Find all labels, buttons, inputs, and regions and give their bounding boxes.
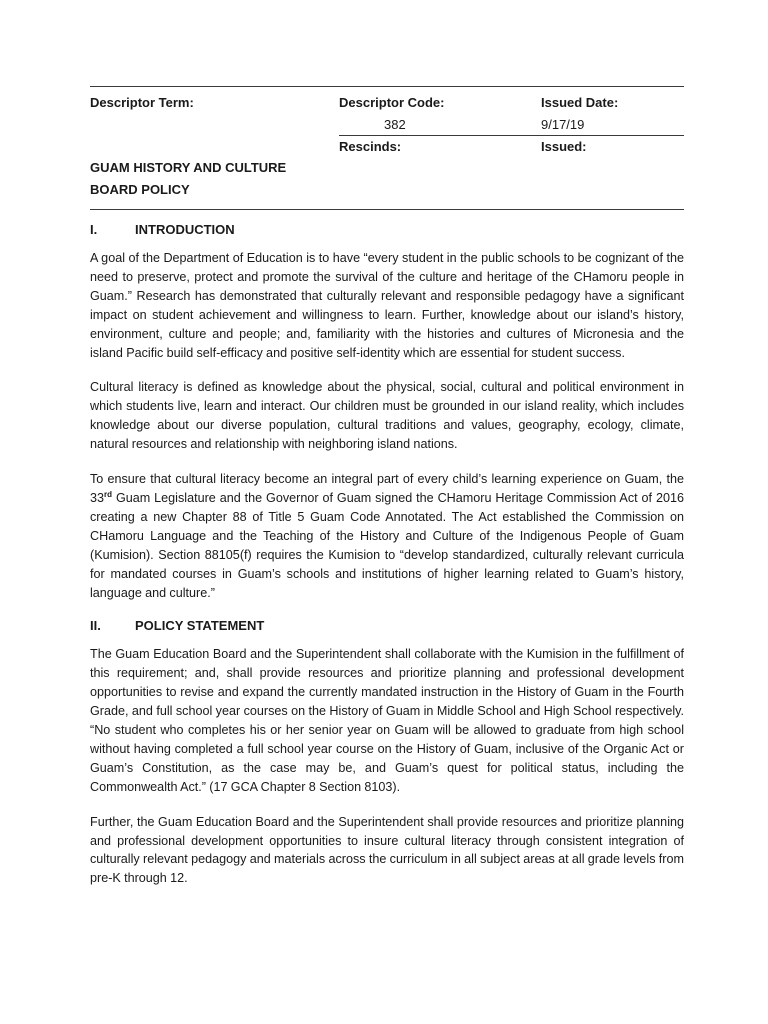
policy-title-line1: GUAM HISTORY AND CULTURE bbox=[90, 160, 287, 175]
section-number: II. bbox=[90, 618, 101, 634]
descriptor-code-label: Descriptor Code: bbox=[339, 95, 445, 110]
issued-date-label: Issued Date: bbox=[541, 95, 619, 110]
p3-text-after: Guam Legislature and the Governor of Guam signed the CHamoru Heritage Commission Act of 2016 creating a new Chapter 88 of Title 5 Guam Code Annotated. The Act established the Commission on CHamoru Language and the Teaching of the History and Culture of the Indigenous People of Guam (Kumision). Section 88105(f) requires the Kumision to “develop standardized, culturally relevant curricula for mandated courses in Guam’s schools and institutions of higher learning related to Guam’s history, language and culture.” bbox=[90, 490, 684, 600]
policy-title-line2: BOARD POLICY bbox=[90, 182, 190, 197]
policy-paragraph-2: Further, the Guam Education Board and the Superintendent shall provide resources and prioritize planning and professional development opportunities to insure cultural literacy through consistent integration of culturally relevant pedagogy and materials across the curriculum in all subject areas at all grade levels from pre-K through 12. bbox=[90, 814, 684, 886]
descriptor-code-value: 382 bbox=[384, 117, 406, 132]
issued-label: Issued: bbox=[541, 139, 587, 154]
descriptor-term-label: Descriptor Term: bbox=[90, 95, 194, 110]
p3-text-before: To ensure that cultural literacy become an integral part of every child’s learning experience on Guam, the 33 bbox=[90, 472, 684, 505]
section-title: INTRODUCTION bbox=[135, 222, 235, 237]
intro-paragraph-1: A goal of the Department of Education is to have “every student in the public schools to be cognizant of the need to preserve, protect and promote the survival of the culture and heritage of the CHamoru people in Guam.” Research has demonstrated that culturally relevant and responsible pedagogy have a significant impact on student achievement and willingness to learn. Further, knowledge about our island’s history, environment, culture and people; and, familiarity with the histories and cultures of Micronesia and the island Pacific build self-efficacy and positive self-identity which are essential for student success. bbox=[90, 251, 684, 360]
policy-paragraph-1: The Guam Education Board and the Superintendent shall collaborate with the Kumision in the fulfillment of this requirement; and, shall provide resources and prioritize planning and professional development opportunities to revise and expand the currently mandated instruction in the History of Guam in the Fourth Grade, and full school year courses on the History of Guam in Middle School and High School respectively. “No student who completes his or her senior year on Guam will be allowed to graduate from high school without having completed a full school year course on the History of Guam, inclusive of the Organic Act or Guam’s Constitution, as the case may be, and Guam’s quest for political status, including the Commonwealth Act.” (17 GCA Chapter 8 Section 8103). bbox=[90, 647, 684, 794]
header-bottom-rule bbox=[90, 209, 684, 210]
section-number: I. bbox=[90, 222, 98, 237]
intro-paragraph-3 bbox=[90, 470, 684, 602]
section-title: POLICY STATEMENT bbox=[135, 618, 265, 634]
policy-document bbox=[90, 86, 684, 888]
section-heading-introduction bbox=[90, 222, 684, 237]
intro-paragraph-2: Cultural literacy is defined as knowledge about the physical, social, cultural and political environment in which students live, learn and interact. Our children must be grounded in our island reality, which includes knowledge about our diverse population, cultural traditions and values, geography, ecology, climate, natural resources and relationship with neighboring island nations. bbox=[90, 380, 684, 452]
descriptor-header-row bbox=[90, 87, 684, 135]
section-heading-policy-statement bbox=[90, 618, 684, 633]
issued-date-value: 9/17/19 bbox=[541, 117, 585, 132]
p3-ordinal-sup: rd bbox=[104, 489, 113, 499]
rescinds-label: Rescinds: bbox=[339, 139, 402, 154]
policy-title-block bbox=[90, 136, 684, 200]
